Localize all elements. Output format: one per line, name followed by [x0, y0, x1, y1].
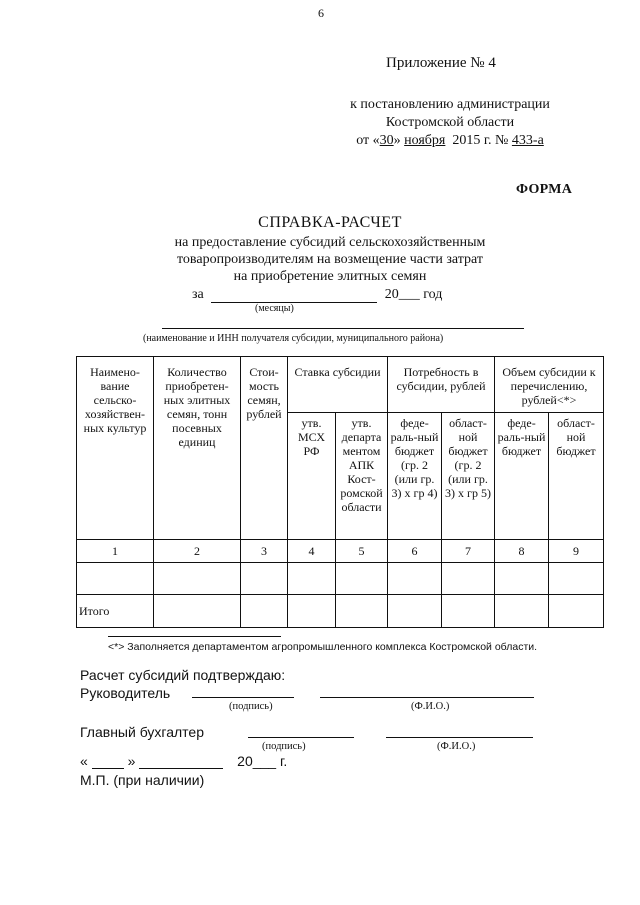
resolution-number: 433-а: [511, 133, 544, 148]
column-number: 3: [241, 540, 288, 563]
accountant-name-caption: (Ф.И.О.): [437, 741, 476, 752]
header-need-federal: феде-раль-ный бюджет (гр. 2 (или гр. 3) х гр 4): [388, 413, 442, 540]
footnote-divider: [108, 636, 281, 637]
period-field: [192, 287, 442, 303]
date-open-quote: «: [80, 753, 88, 769]
date-month-input[interactable]: [139, 754, 223, 769]
date-day: 30: [379, 133, 394, 148]
months-caption: (месяцы): [255, 303, 294, 314]
header-rate-regional: утв. департа ментом АПК Кост-ромской области: [336, 413, 388, 540]
table-cell[interactable]: [241, 563, 288, 595]
footnote: <*> Заполняется департаментом агропромышленного комплекса Костромской области.: [108, 641, 538, 653]
table-cell[interactable]: [388, 563, 442, 595]
subsidy-table: [76, 356, 604, 628]
form-label: ФОРМА: [516, 182, 573, 197]
appendix-label: Приложение № 4: [386, 55, 496, 71]
column-number: 8: [495, 540, 549, 563]
table-row: [77, 563, 604, 595]
period-months-input[interactable]: [211, 288, 377, 303]
table-cell[interactable]: [336, 595, 388, 628]
header-rate-federal: утв. МСХ РФ: [288, 413, 336, 540]
table-cell[interactable]: [495, 563, 549, 595]
date-month: ноября: [404, 133, 446, 148]
table-cell[interactable]: [241, 595, 288, 628]
total-row: [77, 595, 604, 628]
head-name-caption: (Ф.И.О.): [411, 701, 450, 712]
column-number: 6: [388, 540, 442, 563]
header-seed-cost: Стои-мость семян, рублей: [241, 357, 288, 540]
head-signature-caption: (подпись): [229, 701, 273, 712]
table-cell[interactable]: [442, 563, 495, 595]
table-cell[interactable]: [549, 595, 604, 628]
table-cell[interactable]: [77, 563, 154, 595]
period-year: 20___ год: [384, 287, 443, 302]
total-label: Итого: [77, 595, 154, 628]
column-number: 2: [154, 540, 241, 563]
resolution-line-2: Костромской области: [385, 115, 515, 130]
column-number: 4: [288, 540, 336, 563]
seal-label: М.П. (при наличии): [80, 772, 205, 788]
accountant-signature-input[interactable]: [248, 737, 354, 738]
header-crop-name: Наимено-вание сельско-хозяйствен-ных культур: [77, 357, 154, 540]
header-subsidy-rate: Ставка субсидии: [288, 357, 388, 413]
date-prefix: от «: [356, 133, 380, 148]
header-need-regional: област-ной бюджет (гр. 2 (или гр. 3) х гр 5): [442, 413, 495, 540]
page-number: 6: [318, 6, 324, 20]
period-prefix: за: [192, 287, 204, 302]
header-transfer-federal: феде-раль-ный бюджет: [495, 413, 549, 540]
subtitle-line-1: на предоставление субсидий сельскохозяйственным: [174, 235, 486, 250]
table-cell[interactable]: [336, 563, 388, 595]
document-subtitle: [100, 234, 560, 285]
column-number: 7: [442, 540, 495, 563]
subtitle-line-2: товаропроизводителям на возмещение части затрат: [177, 252, 483, 267]
date-year: 20___ г.: [237, 753, 288, 769]
head-label: Руководитель: [80, 685, 171, 701]
recipient-input[interactable]: [162, 328, 524, 329]
header-subsidy-need: Потребность в субсидии, рублей: [388, 357, 495, 413]
table-cell[interactable]: [495, 595, 549, 628]
subtitle-line-3: на приобретение элитных семян: [233, 269, 427, 284]
table-cell[interactable]: [154, 595, 241, 628]
resolution-reference: [300, 96, 600, 150]
date-mid: »: [393, 133, 405, 148]
document-title: СПРАВКА-РАСЧЕТ: [258, 214, 402, 231]
accountant-label: Главный бухгалтер: [80, 724, 204, 740]
date-day-input[interactable]: [92, 754, 124, 769]
table-cell[interactable]: [549, 563, 604, 595]
head-signature-input[interactable]: [192, 697, 294, 698]
resolution-line-1: к постановлению администрации: [350, 97, 550, 112]
date-year: 2015 г. №: [445, 133, 512, 148]
table-cell[interactable]: [288, 595, 336, 628]
column-number: 5: [336, 540, 388, 563]
date-close-quote: »: [127, 753, 136, 769]
confirm-label: Расчет субсидий подтверждаю:: [80, 667, 286, 683]
header-seed-quantity: Количество приобретен-ных элитных семян, тонн посевных единиц: [154, 357, 241, 540]
table-cell[interactable]: [288, 563, 336, 595]
date-field: [80, 753, 287, 769]
accountant-name-input[interactable]: [386, 737, 533, 738]
header-transfer-regional: област-ной бюджет: [549, 413, 604, 540]
header-subsidy-transfer: Объем субсидии к перечислению, рублей<*>: [495, 357, 604, 413]
table-cell[interactable]: [442, 595, 495, 628]
recipient-caption: (наименование и ИНН получателя субсидии, муниципального района): [143, 333, 444, 344]
head-name-input[interactable]: [320, 697, 534, 698]
table-cell[interactable]: [154, 563, 241, 595]
column-number: 9: [549, 540, 604, 563]
accountant-signature-caption: (подпись): [262, 741, 306, 752]
resolution-date: [300, 132, 600, 150]
column-number: 1: [77, 540, 154, 563]
table-cell[interactable]: [388, 595, 442, 628]
